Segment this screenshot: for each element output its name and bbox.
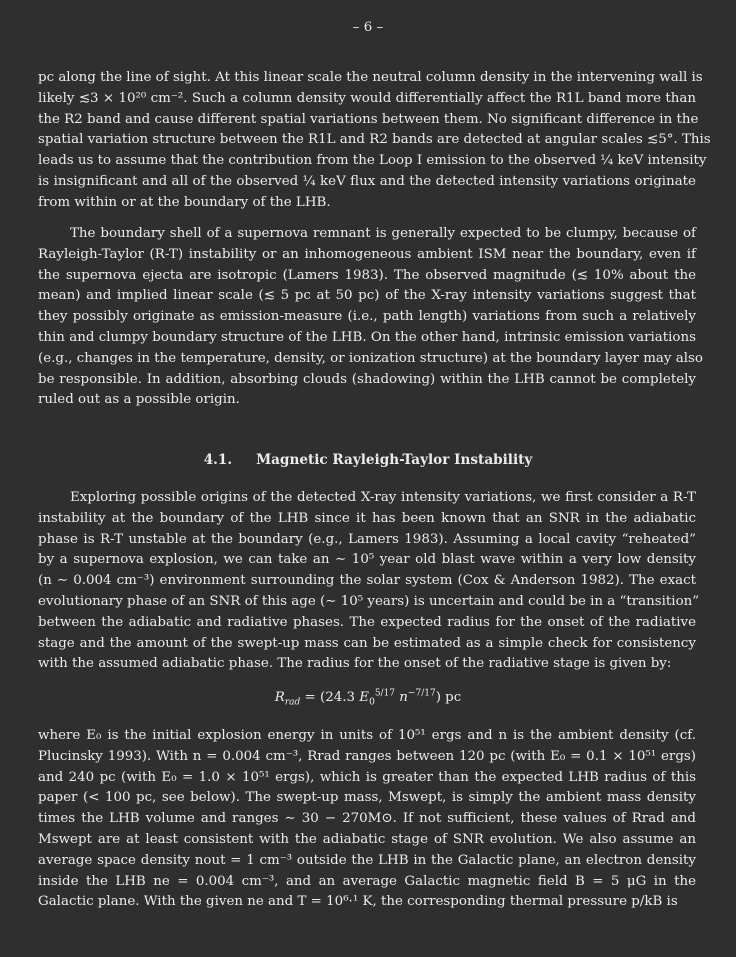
- para2-line: the supernova ejecta are isotropic (Lamers 1983). The observed magnitude (≲ 10% about the: [38, 267, 696, 283]
- section-heading: [0, 452, 736, 468]
- para4-line: average space density nout = 1 cm⁻³ outside the LHB in the Galactic plane, an electron density: [38, 852, 696, 868]
- para3-line: evolutionary phase of an SNR of this age (∼ 10⁵ years) is uncertain and could be in a “transition”: [38, 594, 700, 609]
- para1-line: from within or at the boundary of the LHB.: [38, 194, 331, 210]
- para4-line: and 240 pc (with E₀ = 1.0 × 10⁵¹ ergs), which is greater than the expected LHB radius of this: [38, 769, 696, 785]
- para2-line: Rayleigh-Taylor (R-T) instability or an inhomogeneous ambient ISM near the boundary, even if: [38, 246, 696, 262]
- section-number: 4.1.: [203, 452, 233, 468]
- para3-line: (n ∼ 0.004 cm⁻³) environment surrounding the solar system (Cox & Anderson 1982). The exact: [38, 573, 696, 589]
- section-title: Magnetic Rayleigh-Taylor Instability: [256, 452, 533, 468]
- para1-line: likely ≲3 × 10²⁰ cm⁻². Such a column density would differentially affect the R1L band more than: [38, 90, 696, 106]
- para3-line: by a supernova explosion, we can take an ∼ 10⁵ year old blast wave within a very low density: [38, 552, 696, 568]
- para2-line: ruled out as a possible origin.: [38, 392, 240, 408]
- para1-line: is insignificant and all of the observed ¼ keV flux and the detected intensity variations originate: [38, 174, 696, 189]
- para3-line: instability at the boundary of the LHB since it has been known that an SNR in the adiabatic: [38, 510, 696, 526]
- para2-line: The boundary shell of a supernova remnant is generally expected to be clumpy, because of: [70, 226, 696, 241]
- para4-line: Mswept are at least consistent with the adiabatic stage of SNR evolution. We also assume an: [38, 832, 696, 847]
- para2-line: (e.g., changes in the temperature, density, or ionization structure) at the boundary layer may also: [38, 350, 703, 366]
- para3-line: stage and the amount of the swept-up mass can be estimated as a simple check for consistency: [38, 635, 696, 651]
- equation-rrad: $R_{rad} = (24.3$ $E_0^{5/17}$ $n^{-7/17}$) pc: [274, 688, 462, 708]
- para1-line: pc along the line of sight. At this linear scale the neutral column density in the intervening wall is: [38, 70, 703, 85]
- para1-line: leads us to assume that the contribution from the Loop I emission to the observed ¼ keV intensity: [38, 153, 707, 169]
- para4-line: Galactic plane. With the given ne and T = 10⁶·¹ K, the corresponding thermal pressure p/kB is: [38, 894, 678, 910]
- para4-line: times the LHB volume and ranges ∼ 30 − 270M⊙. If not sufficient, these values of Rrad and: [38, 811, 696, 827]
- para4-line: paper (< 100 pc, see below). The swept-up mass, Mswept, is simply the ambient mass density: [38, 790, 696, 806]
- para1-line: the R2 band and cause different spatial variations between them. No significant difference in the: [38, 111, 699, 127]
- para1-line: spatial variation structure between the R1L and R2 bands are detected at angular scales ≲5°. This: [38, 132, 711, 148]
- para4-line: where E₀ is the initial explosion energy in units of 10⁵¹ ergs and n is the ambient density (cf.: [38, 728, 696, 743]
- para3-line: phase is R-T unstable at the boundary (e.g., Lamers 1983). Assuming a local cavity “reheated”: [38, 531, 696, 547]
- para3-line: with the assumed adiabatic phase. The radius for the onset of the radiative stage is given by:: [38, 656, 672, 672]
- para2-line: thin and clumpy boundary structure of the LHB. On the other hand, intrinsic emission variations: [38, 330, 696, 345]
- para2-line: mean) and implied linear scale (≲ 5 pc at 50 pc) of the X-ray intensity variations suggest that: [38, 288, 696, 304]
- para2-line: they possibly originate as emission-measure (i.e., path length) variations from such a relatively: [38, 309, 696, 325]
- para4-line: Plucinsky 1993). With n = 0.004 cm⁻³, Rrad ranges between 120 pc (with E₀ = 0.1 × 10⁵¹ ergs): [38, 748, 696, 764]
- para3-line: Exploring possible origins of the detected X-ray intensity variations, we first consider a R-T: [70, 490, 696, 505]
- para3-line: between the adiabatic and radiative phases. The expected radius for the onset of the radiative: [38, 614, 696, 630]
- para4-line: inside the LHB ne = 0.004 cm⁻³, and an average Galactic magnetic field B = 5 μG in the: [38, 873, 696, 889]
- page-number: – 6 –: [352, 20, 384, 35]
- para2-line: be responsible. In addition, absorbing clouds (shadowing) within the LHB cannot be completely: [38, 371, 696, 387]
